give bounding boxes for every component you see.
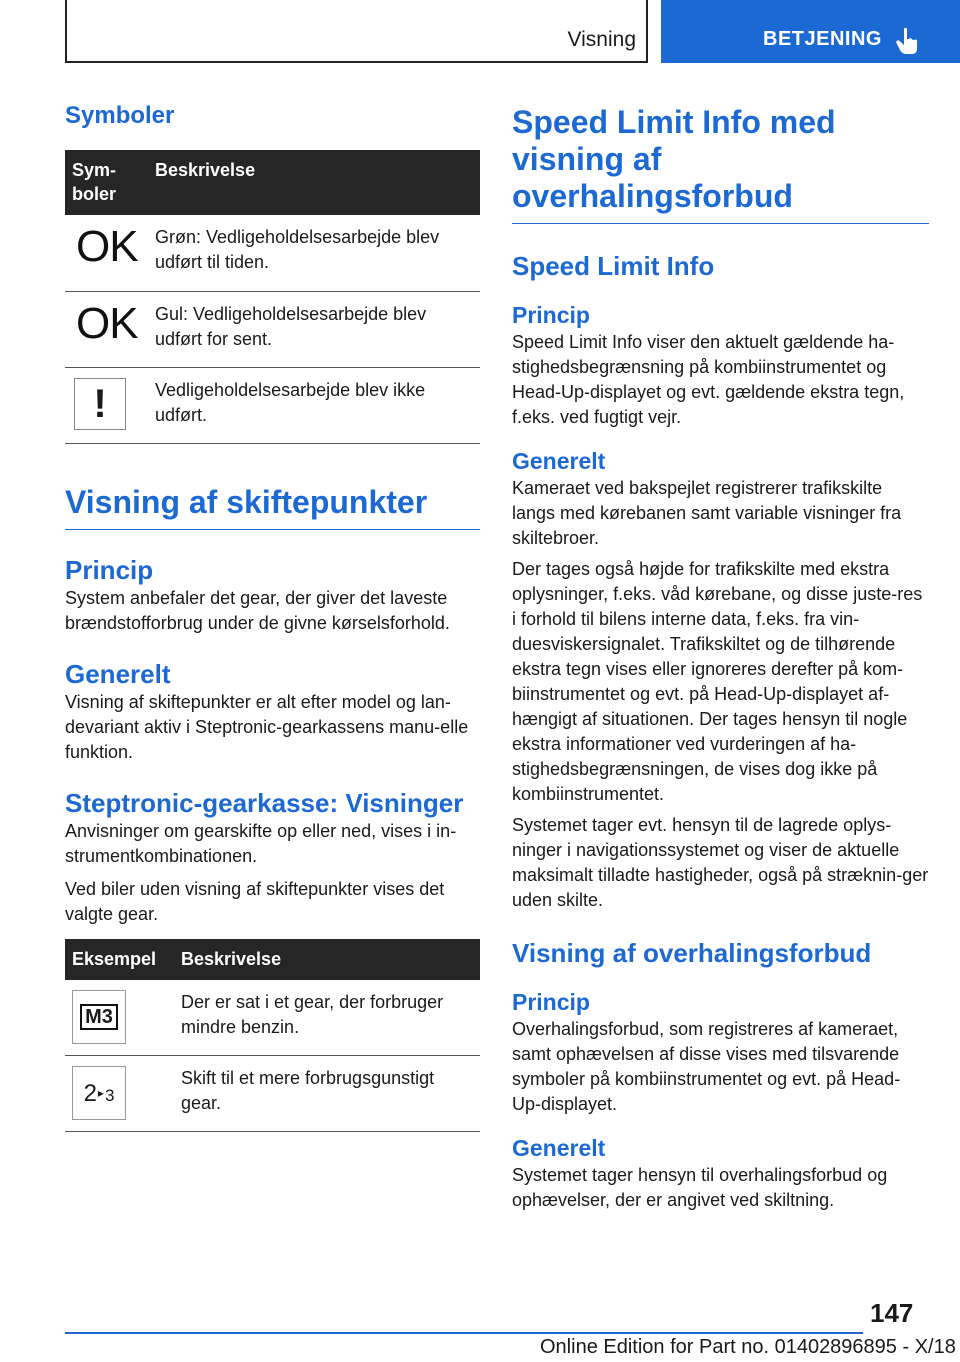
shift-up-icon: 2 ▸ 3	[72, 1066, 126, 1120]
generelt-text-1: Kameraet ved bakspejlet registrerer trafikskilte langs med kørebanen samt variable visninger fra skiltebroer.	[512, 478, 902, 548]
table-cell-symbol	[65, 1056, 174, 1132]
edition-footer: Online Edition for Part no. 01402896895 - X/18	[540, 1336, 956, 1358]
ok-green-icon: OK	[76, 222, 138, 271]
table-row	[65, 1056, 480, 1132]
table-cell-symbol	[65, 215, 148, 291]
table-row	[65, 291, 480, 367]
steptronic-text-2: Ved biler uden visning af skiftepunkter vises det valgte gear.	[65, 878, 445, 924]
generelt-text-3: Systemet tager evt. hensyn til de lagrede oplys-ninger i navigationssystemet og viser de aktuelle maksimalt tilladte hastigheder, også på stræknin-ger uden skilte.	[512, 815, 929, 910]
table-cell-description: Grøn: Vedligeholdelsesarbejde blev udført til tiden.	[148, 215, 480, 291]
table-row	[65, 367, 480, 443]
generelt-heading: Generelt	[65, 658, 171, 689]
table-cell-description: Skift til et mere forbrugsgunstigt gear.	[174, 1056, 480, 1132]
generelt-text: Visning af skiftepunkter er alt efter model og lan-devariant aktiv i Steptronic-gearkassens manu-elle funktion.	[65, 691, 469, 762]
generelt2-text: Systemet tager hensyn til overhalingsforbud og ophævelser, der er angivet ved skiltning.	[512, 1165, 888, 1210]
header-section-label: Visning	[567, 28, 636, 51]
princip-heading: Princip	[512, 302, 590, 328]
chapter-tab-label: BETJENING	[763, 28, 882, 50]
table-header-row	[65, 939, 480, 980]
footer-divider	[65, 1332, 863, 1334]
symbols-table	[65, 150, 480, 444]
table-cell-description: Gul: Vedligeholdelsesarbejde blev udført for sent.	[148, 291, 480, 367]
symbols-heading: Symboler	[65, 102, 175, 129]
examples-table	[65, 939, 480, 1133]
chapter-tab[interactable]	[661, 0, 960, 63]
table-cell-description: Der er sat i et gear, der forbruger mindre benzin.	[174, 980, 480, 1056]
generelt2-heading: Generelt	[512, 1135, 606, 1161]
gear-m3-icon: M3	[72, 990, 126, 1044]
princip-text: System anbefaler det gear, der giver det laveste brændstofforbrug under de givne kørselsforhold.	[65, 587, 450, 633]
princip-heading: Princip	[65, 554, 154, 585]
hand-pointer-icon	[895, 27, 921, 55]
table-row	[65, 980, 480, 1056]
page-number: 147	[870, 1298, 914, 1328]
generelt-heading: Generelt	[512, 448, 606, 474]
table-header-row	[65, 150, 480, 215]
shift-points-title: Visning af skiftepunkter	[65, 484, 480, 530]
right-column	[512, 104, 929, 1213]
table-row	[65, 215, 480, 291]
princip2-text: Overhalingsforbud, som registreres af kameraet, samt ophævelsen af disse vises med tilsvarende symboler på kombiinstrumentet og evt. på Head-Up-displayet.	[512, 1019, 901, 1114]
speed-limit-title: Speed Limit Info med visning af overhalingsforbud	[512, 104, 929, 224]
ok-yellow-icon: OK	[76, 298, 138, 348]
table-cell-symbol	[65, 291, 148, 367]
table-cell-description: Vedligeholdelsesarbejde blev ikke udført.	[148, 367, 480, 443]
generelt-text-2: Der tages også højde for trafikskilte med ekstra oplysninger, f.eks. våd kørebane, og disse juste-res i forhold til bilens interne data, f.eks. fra vin-duesviskersignalet. Trafikskiltet og de tilhørende ekstra tegn vises eller ignoreres derefter på kom-biinstrumentet og evt. på Head-Up-displayet af-hængigt af situationen. Der tages hensyn til nogle ekstra informationer ved vurderingen af ha-stighedsbegrænsningen, de vises dog ikke på kombiinstrumentet.	[512, 559, 923, 804]
princip-text: Speed Limit Info viser den aktuelt gældende ha-stighedsbegrænsning på kombiinstrumentet og Head-Up-displayet og evt. gældende ekstra tegn, f.eks. ved fugtigt vejr.	[512, 332, 905, 427]
steptronic-text-1: Anvisninger om gearskifte op eller ned, vises i in-strumentkombinationen.	[65, 820, 457, 866]
sli-heading: Speed Limit Info	[512, 251, 715, 281]
steptronic-heading: Steptronic-gearkasse: Visninger	[65, 787, 464, 818]
column-header-description: Beskrivelse	[148, 150, 480, 215]
warning-exclamation-icon: !	[74, 378, 126, 430]
column-header-description: Beskrivelse	[174, 939, 480, 980]
overtake-heading: Visning af overhalingsforbud	[512, 938, 872, 968]
chevron-right-icon: ▸	[97, 1085, 104, 1100]
princip2-heading: Princip	[512, 989, 590, 1015]
column-header-symbols: Sym- boler	[65, 150, 148, 215]
column-header-example: Eksempel	[65, 939, 174, 980]
table-cell-symbol	[65, 367, 148, 443]
table-cell-symbol	[65, 980, 174, 1056]
left-column	[65, 102, 480, 1132]
